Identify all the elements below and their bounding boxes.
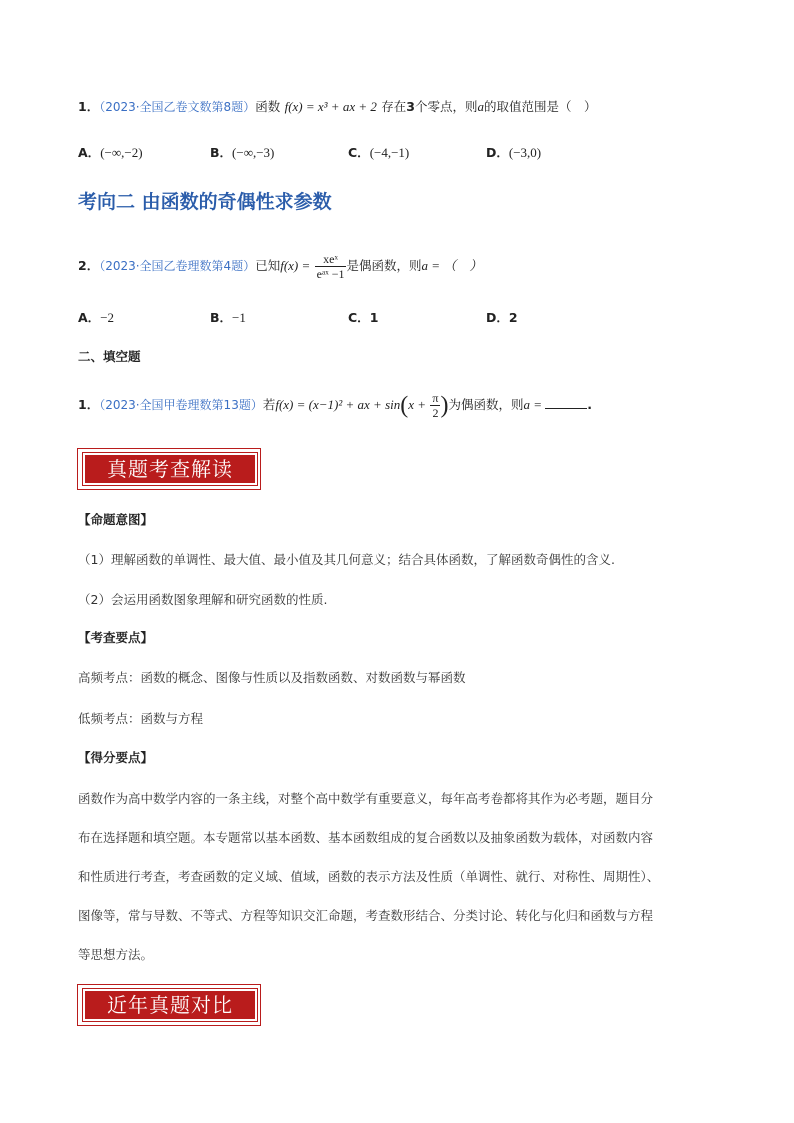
option-value: (−3,0) (508, 145, 542, 160)
points-high: 高频考点：函数的概念、图像与性质以及指数函数、对数函数与幂函数 (78, 670, 466, 685)
question-text: 个零点，则 (414, 99, 478, 114)
option-label: B． (210, 145, 233, 160)
question-var: a (477, 99, 484, 114)
option-d[interactable] (486, 308, 518, 326)
score-line-5: 等思想方法。 (78, 947, 154, 962)
option-value: (−∞,−2) (100, 145, 143, 160)
paren-content: x + (408, 397, 427, 412)
option-value: −2 (100, 310, 115, 325)
score-line-1: 函数作为高中数学内容的一条主线，对整个高中数学有重要意义，每年高考卷都将其作为必考题，题目分 (78, 791, 654, 806)
zero-count: 3 (406, 99, 415, 114)
option-label: B． (210, 310, 233, 325)
section-title: 二、填空题 (78, 349, 141, 364)
banner-title: 真题考查解读 (83, 453, 257, 485)
question-text: 的取值范围是（ ） (483, 99, 597, 114)
banner-title: 近年真题对比 (83, 989, 257, 1021)
paren-open: ( (400, 392, 409, 419)
option-value: 1 (369, 310, 379, 325)
option-a[interactable] (78, 308, 114, 326)
question-3 (78, 390, 592, 426)
points-tag: 【考查要点】 (78, 630, 154, 645)
question-text: 是偶函数，则 (346, 258, 422, 273)
question-answer-var: a = (523, 397, 546, 412)
question-number: 1． (78, 397, 100, 412)
fraction-denominator: 2 (432, 406, 439, 420)
fraction-numerator: π (432, 391, 439, 405)
fraction (315, 252, 347, 281)
paren-close: ) (440, 392, 449, 419)
option-label: D． (486, 310, 509, 325)
points-low: 低频考点：函数与方程 (78, 711, 204, 726)
banner-exam-analysis (77, 448, 261, 490)
question-text: 函数 (255, 99, 281, 114)
question-2 (78, 252, 482, 286)
score-line-2: 布在选择题和填空题。本专题常以基本函数、基本函数组成的复合函数以及抽象函数为载体，对函数内容 (78, 830, 654, 845)
option-value: −1 (232, 310, 246, 325)
question-text: 若 (262, 397, 276, 412)
option-label: C． (348, 310, 370, 325)
intent-tag: 【命题意图】 (78, 512, 154, 527)
option-c[interactable] (348, 143, 409, 161)
fraction-denominator: eᵃˣ −1 (316, 267, 345, 281)
option-label: A． (78, 145, 101, 160)
question-text: 为偶函数，则 (448, 397, 524, 412)
option-value: (−4,−1) (369, 145, 410, 160)
question-answer-var: a = （ ） (421, 258, 483, 273)
option-c[interactable] (348, 308, 378, 326)
fraction-numerator: xeˣ (315, 252, 347, 267)
score-line-4: 图像等，常与导数、不等式、方程等知识交汇命题，考查数形结合、分类讨论、转化与化归和函数与方程 (78, 908, 654, 923)
question-formula: f(x) = (x−1)² + ax + sin (275, 397, 401, 412)
option-b[interactable] (210, 308, 246, 326)
option-label: D． (486, 145, 509, 160)
option-a[interactable] (78, 143, 143, 161)
period: . (587, 397, 593, 412)
question-1 (78, 97, 596, 115)
section-heading: 考向二 由函数的奇偶性求参数 (78, 191, 332, 213)
option-value: (−∞,−3) (232, 145, 275, 160)
question-text: 存在 (381, 99, 407, 114)
score-line-3: 和性质进行考查，考查函数的定义域、值域，函数的表示方法及性质（单调性、就行、对称性、周期性）、 (78, 869, 660, 884)
fraction (430, 391, 440, 420)
question-number: 1． (78, 99, 100, 114)
banner-recent-comparison (77, 984, 261, 1026)
option-b[interactable] (210, 143, 274, 161)
intent-line-2: （2）会运用函数图象理解和研究函数的性质. (78, 592, 328, 607)
question-source: （2023·全国乙卷文数第8题） (99, 100, 256, 114)
question-fx: f(x) = (280, 258, 311, 273)
intent-line-1: （1）理解函数的单调性、最大值、最小值及其几何意义；结合具体函数，了解函数奇偶性的含义. (78, 552, 615, 567)
question-formula: f(x) = x³ + ax + 2 (284, 99, 377, 114)
question-text: 已知 (255, 258, 281, 273)
question-number: 2． (78, 258, 100, 273)
option-label: A． (78, 310, 101, 325)
question-source: （2023·全国乙卷理数第4题） (99, 259, 256, 273)
option-label: C． (348, 145, 370, 160)
score-tag: 【得分要点】 (78, 750, 154, 765)
question-source: （2023·全国甲卷理数第13题） (99, 398, 263, 412)
answer-blank[interactable] (545, 396, 587, 409)
option-d[interactable] (486, 143, 541, 161)
option-value: 2 (508, 310, 518, 325)
